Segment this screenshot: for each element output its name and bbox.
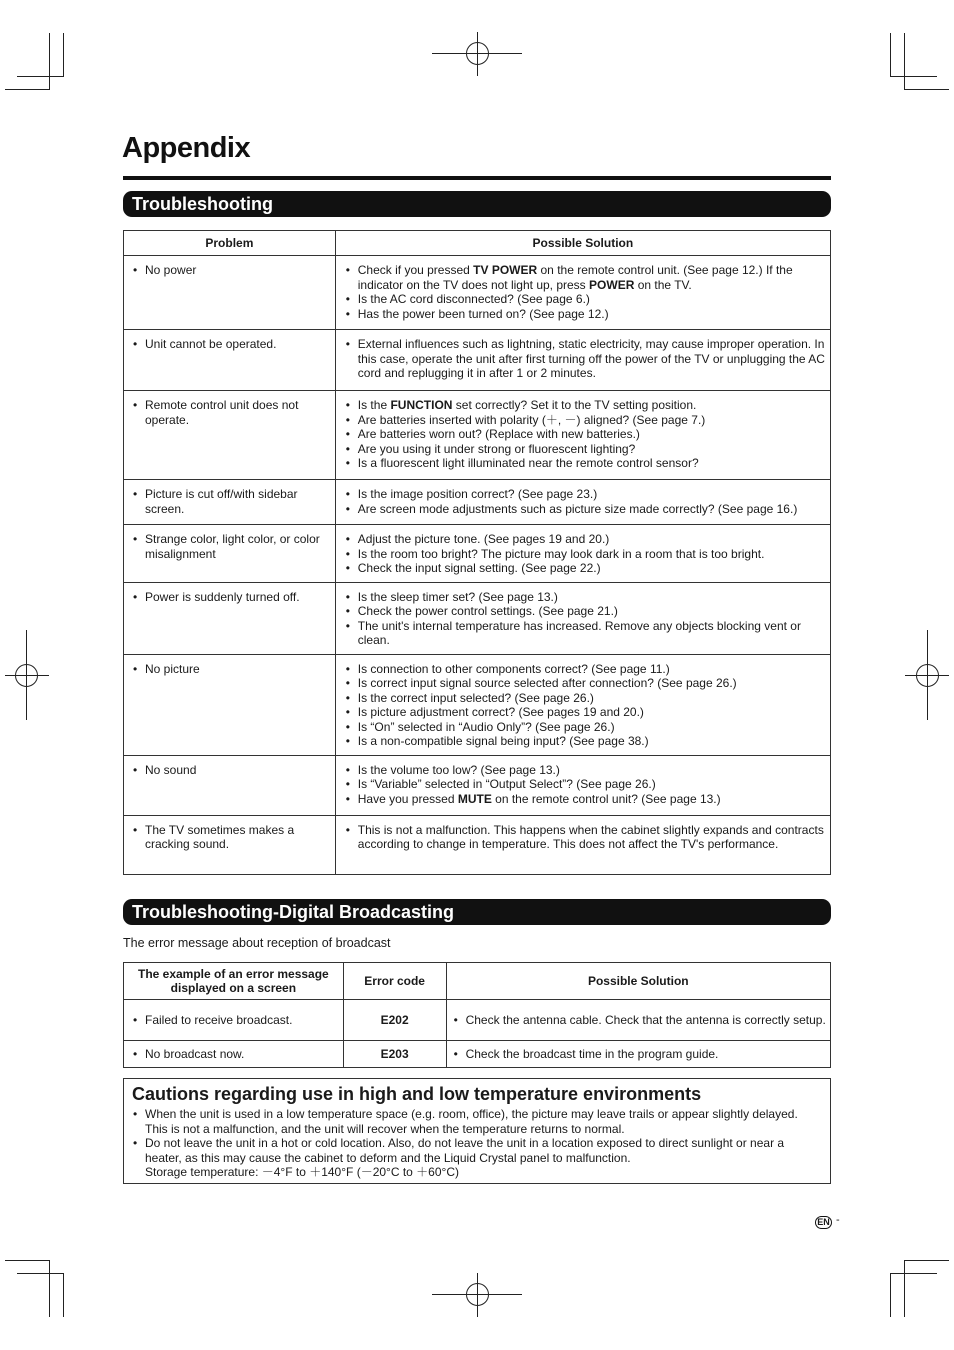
troubleshooting-heading: Troubleshooting (123, 191, 831, 217)
solution-cell (335, 582, 830, 654)
solution-cell (335, 755, 830, 815)
title-divider (123, 176, 831, 180)
troubleshooting-row (124, 480, 831, 525)
caution-item (132, 1136, 822, 1180)
solution-item: • Is the image position correct? (See page 23.) (345, 487, 828, 502)
troubleshooting-table (123, 230, 831, 875)
column-header-error-message: The example of an error message displayed on a screen (124, 963, 344, 1000)
emphasized-key-name: TV POWER (473, 263, 538, 277)
troubleshooting-row (124, 815, 831, 874)
solution-item: • Is “Variable” selected in “Output Select”? (See page 26.) (345, 777, 828, 792)
temperature-cautions-box (123, 1078, 831, 1184)
problem-item: • Remote control unit does not operate. (132, 398, 332, 427)
troubleshooting-row (124, 330, 831, 391)
solution-item: • Adjust the picture tone. (See pages 19 and 20.) (345, 532, 828, 547)
column-header-error-code: Error code (343, 963, 446, 1000)
error-solution-item: • Check the antenna cable. Check that the antenna is correctly setup. (453, 1013, 827, 1028)
problem-item: • No picture (132, 662, 332, 677)
solution-cell (335, 654, 830, 755)
solution-item: • Is the AC cord disconnected? (See page 6.) (345, 292, 828, 307)
troubleshooting-row (124, 582, 831, 654)
language-badge: EN (815, 1216, 832, 1229)
error-message-cell (124, 1000, 344, 1041)
solution-item: • Is a fluorescent light illuminated near the remote control sensor? (345, 456, 828, 471)
solution-item: • Is a non-compatible signal being input? (See page 38.) (345, 734, 828, 749)
solution-item: • Are batteries inserted with polarity (＋, －) aligned? (See page 7.) (345, 413, 828, 428)
problem-cell (124, 391, 336, 480)
problem-cell (124, 582, 336, 654)
problem-item: • No sound (132, 763, 332, 778)
troubleshooting-row (124, 654, 831, 755)
error-message-intro: The error message about reception of broadcast (123, 936, 391, 950)
solution-item: • Has the power been turned on? (See page 12.) (345, 307, 828, 322)
error-code-cell: E203 (343, 1041, 446, 1068)
solution-item: • Is the volume too low? (See page 13.) (345, 763, 828, 778)
problem-cell (124, 525, 336, 583)
solution-item: • Are batteries worn out? (Replace with new batteries.) (345, 427, 828, 442)
solution-item: • The unit's internal temperature has increased. Remove any objects blocking vent or clean. (345, 619, 828, 648)
page-number-suffix: - (836, 1214, 840, 1226)
solution-cell (335, 480, 830, 525)
caution-item: • When the unit is used in a low temperature space (e.g. room, office), the picture may leave trails or appear slightly delayed. This is not a malfunction, and the unit will recover when the temperature returns to normal. (132, 1107, 822, 1136)
error-code-cell: E202 (343, 1000, 446, 1041)
solution-cell (335, 391, 830, 480)
problem-item: • Unit cannot be operated. (132, 337, 332, 352)
error-message-item: • Failed to receive broadcast. (132, 1013, 340, 1028)
problem-cell (124, 815, 336, 874)
error-message-item: • No broadcast now. (132, 1047, 340, 1062)
solution-cell (335, 256, 830, 330)
column-header-problem: Problem (124, 231, 336, 256)
solution-cell (335, 330, 830, 391)
solution-item: • This is not a malfunction. This happens when the cabinet slightly expands and contracts according to change in temperature. This does not affect the TV's performance. (345, 823, 828, 852)
problem-cell (124, 256, 336, 330)
problem-cell (124, 330, 336, 391)
emphasized-key-name: POWER (589, 277, 635, 292)
troubleshooting-row (124, 525, 831, 583)
troubleshooting-row (124, 256, 831, 330)
solution-item: • Is picture adjustment correct? (See pages 19 and 20.) (345, 705, 828, 720)
solution-item: • External influences such as lightning, static electricity, may cause improper operation. In this case, operate the unit after first turning off the power of the TV or unplugging the AC cord and replugging it in after 1 or 2 minutes. (345, 337, 828, 381)
error-code-table (123, 962, 831, 1068)
emphasized-key-name: FUNCTION (390, 398, 453, 412)
solution-item: • Check the input signal setting. (See page 22.) (345, 561, 828, 576)
solution-item: • Are screen mode adjustments such as picture size made correctly? (See page 16.) (345, 502, 828, 517)
troubleshooting-row (124, 391, 831, 480)
error-solution-cell (446, 1000, 830, 1041)
error-solution-cell (446, 1041, 830, 1068)
solution-item: • Check if you pressed TV POWER on the remote control unit. (See page 12.) If the indicator on the TV does not light up, press POWER on the TV. (345, 263, 828, 292)
temperature-cautions-list (132, 1107, 822, 1180)
problem-item: • No power (132, 263, 332, 278)
page-title: Appendix (122, 132, 251, 164)
solution-item: • Is the sleep timer set? (See page 13.) (345, 590, 828, 605)
solution-cell (335, 525, 830, 583)
problem-item: • Picture is cut off/with sidebar screen. (132, 487, 332, 516)
troubleshooting-row (124, 755, 831, 815)
solution-item: • Is correct input signal source selected after connection? (See page 26.) (345, 676, 828, 691)
solution-item: • Is the room too bright? The picture may look dark in a room that is too bright. (345, 547, 828, 562)
temperature-cautions-heading: Cautions regarding use in high and low temperature environments (132, 1084, 702, 1104)
problem-cell (124, 480, 336, 525)
problem-cell (124, 755, 336, 815)
problem-item: • The TV sometimes makes a cracking sound. (132, 823, 332, 852)
error-message-cell (124, 1041, 344, 1068)
digital-broadcasting-heading: Troubleshooting-Digital Broadcasting (123, 899, 831, 925)
solution-cell (335, 815, 830, 874)
emphasized-key-name: MUTE (457, 791, 492, 806)
error-code-row (124, 1000, 831, 1041)
column-header-possible-solution: Possible Solution (335, 231, 830, 256)
problem-item: • Power is suddenly turned off. (132, 590, 332, 605)
column-header-possible-solution: Possible Solution (446, 963, 830, 1000)
error-code-row (124, 1041, 831, 1068)
error-solution-item: • Check the broadcast time in the program guide. (453, 1047, 827, 1062)
solution-item: • Is the correct input selected? (See page 26.) (345, 691, 828, 706)
problem-cell (124, 654, 336, 755)
solution-item: • Are you using it under strong or fluorescent lighting? (345, 442, 828, 457)
solution-item: • Is the FUNCTION set correctly? Set it to the TV setting position. (345, 398, 828, 413)
problem-item: • Strange color, light color, or color misalignment (132, 532, 332, 561)
solution-item: • Check the power control settings. (See page 21.) (345, 604, 828, 619)
solution-item: • Have you pressed MUTE on the remote control unit? (See page 13.) (345, 792, 828, 807)
solution-item: • Is connection to other components correct? (See page 11.) (345, 662, 828, 677)
caution-item-text: Do not leave the unit in a hot or cold location. Also, do not leave the unit in a location exposed to direct sunlight or near a heater, as this may cause the cabinet to deform and the Liquid Crystal panel to malfunction. (145, 1136, 785, 1165)
storage-temperature-note: Storage temperature: －4°F to ＋140°F (－20°C to ＋60°C) (145, 1165, 459, 1179)
solution-item: • Is “On” selected in “Audio Only”? (See page 26.) (345, 720, 828, 735)
